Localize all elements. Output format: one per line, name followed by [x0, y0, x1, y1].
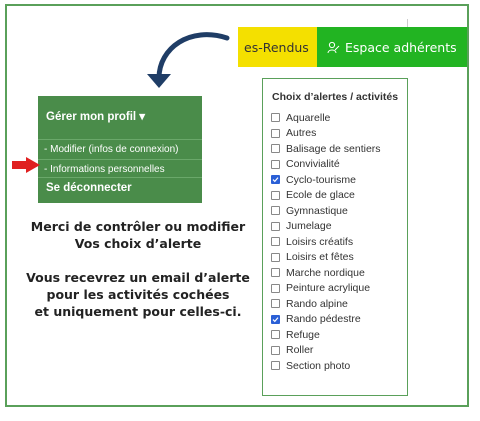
checkbox[interactable]: [271, 144, 280, 153]
checkbox[interactable]: [271, 160, 280, 169]
scroll-line: [407, 19, 408, 27]
profile-menu-title[interactable]: Gérer mon profil ▾: [46, 111, 146, 123]
alert-item[interactable]: [271, 296, 381, 312]
alert-item-label: Refuge: [286, 328, 320, 341]
instructions-line: et uniquement pour celles-ci.: [34, 304, 242, 319]
alert-item-label: Jumelage: [286, 220, 332, 233]
tab-comptes-rendus[interactable]: es-Rendus: [238, 27, 317, 67]
user-icon: [327, 41, 340, 54]
menu-item-informations[interactable]: - Informations personnelles: [38, 159, 202, 178]
alert-item[interactable]: [271, 327, 381, 343]
alert-item[interactable]: [271, 343, 381, 359]
checkbox[interactable]: [271, 206, 280, 215]
alert-item-label: Autres: [286, 127, 317, 140]
tab-espace-adherents[interactable]: [317, 27, 467, 67]
checkbox[interactable]: [271, 268, 280, 277]
checkbox[interactable]: [271, 361, 280, 370]
alert-item-label: Loisirs et fêtes: [286, 251, 354, 264]
checkbox-checked[interactable]: [271, 315, 280, 324]
top-navigation: [238, 27, 467, 67]
alert-item-label: Loisirs créatifs: [286, 235, 354, 248]
alert-item[interactable]: [271, 110, 381, 126]
checkbox[interactable]: [271, 253, 280, 262]
alert-item[interactable]: [271, 312, 381, 328]
logout-link[interactable]: Se déconnecter: [46, 182, 132, 194]
alert-item-label: Ecole de glace: [286, 189, 355, 202]
alert-item-label: Gymnastique: [286, 204, 348, 217]
alerts-list: [271, 110, 381, 374]
alert-item-label: Section photo: [286, 359, 351, 372]
checkbox[interactable]: [271, 284, 280, 293]
checkbox[interactable]: [271, 113, 280, 122]
alerts-panel: [262, 78, 408, 396]
checkbox[interactable]: [271, 191, 280, 200]
tab-espace-adherents-label: Espace adhérents: [345, 39, 457, 55]
alert-item-label: Roller: [286, 344, 314, 357]
instructions-line: pour les activités cochées: [46, 287, 230, 302]
checkbox-checked[interactable]: [271, 175, 280, 184]
alert-item[interactable]: [271, 157, 381, 173]
alert-item[interactable]: [271, 265, 381, 281]
alert-item-label: Aquarelle: [286, 111, 331, 124]
alert-item[interactable]: [271, 219, 381, 235]
alert-item[interactable]: [271, 141, 381, 157]
menu-item-modifier[interactable]: - Modifier (infos de connexion): [38, 139, 202, 158]
alert-item[interactable]: [271, 234, 381, 250]
alert-item[interactable]: [271, 250, 381, 266]
checkbox[interactable]: [271, 129, 280, 138]
instructions-line: Vos choix d’alerte: [74, 236, 202, 251]
instructions-line: Merci de contrôler ou modifier: [30, 219, 246, 234]
red-arrow-icon: [12, 157, 40, 173]
checkbox[interactable]: [271, 299, 280, 308]
alert-item[interactable]: [271, 281, 381, 297]
alert-item[interactable]: [271, 358, 381, 374]
instructions-line: Vous recevrez un email d’alerte: [26, 270, 250, 285]
alert-item[interactable]: [271, 203, 381, 219]
alert-item-label: Convivialité: [286, 158, 340, 171]
alerts-title: Choix d’alertes / activités: [272, 91, 399, 103]
curved-arrow-icon: [145, 30, 235, 90]
alert-item[interactable]: [271, 188, 381, 204]
checkbox[interactable]: [271, 330, 280, 339]
alert-item-label: Balisage de sentiers: [286, 142, 381, 155]
alert-item-label: Rando alpine: [286, 297, 348, 310]
alert-item-label: Cyclo-tourisme: [286, 173, 357, 186]
checkbox[interactable]: [271, 222, 280, 231]
alert-item[interactable]: [271, 126, 381, 142]
instructions-text: [12, 218, 264, 320]
profile-menu: [38, 96, 202, 203]
alert-item-label: Peinture acrylique: [286, 282, 371, 295]
alert-item[interactable]: [271, 172, 381, 188]
checkbox[interactable]: [271, 346, 280, 355]
alert-item-label: Marche nordique: [286, 266, 365, 279]
alert-item-label: Rando pédestre: [286, 313, 361, 326]
checkbox[interactable]: [271, 237, 280, 246]
